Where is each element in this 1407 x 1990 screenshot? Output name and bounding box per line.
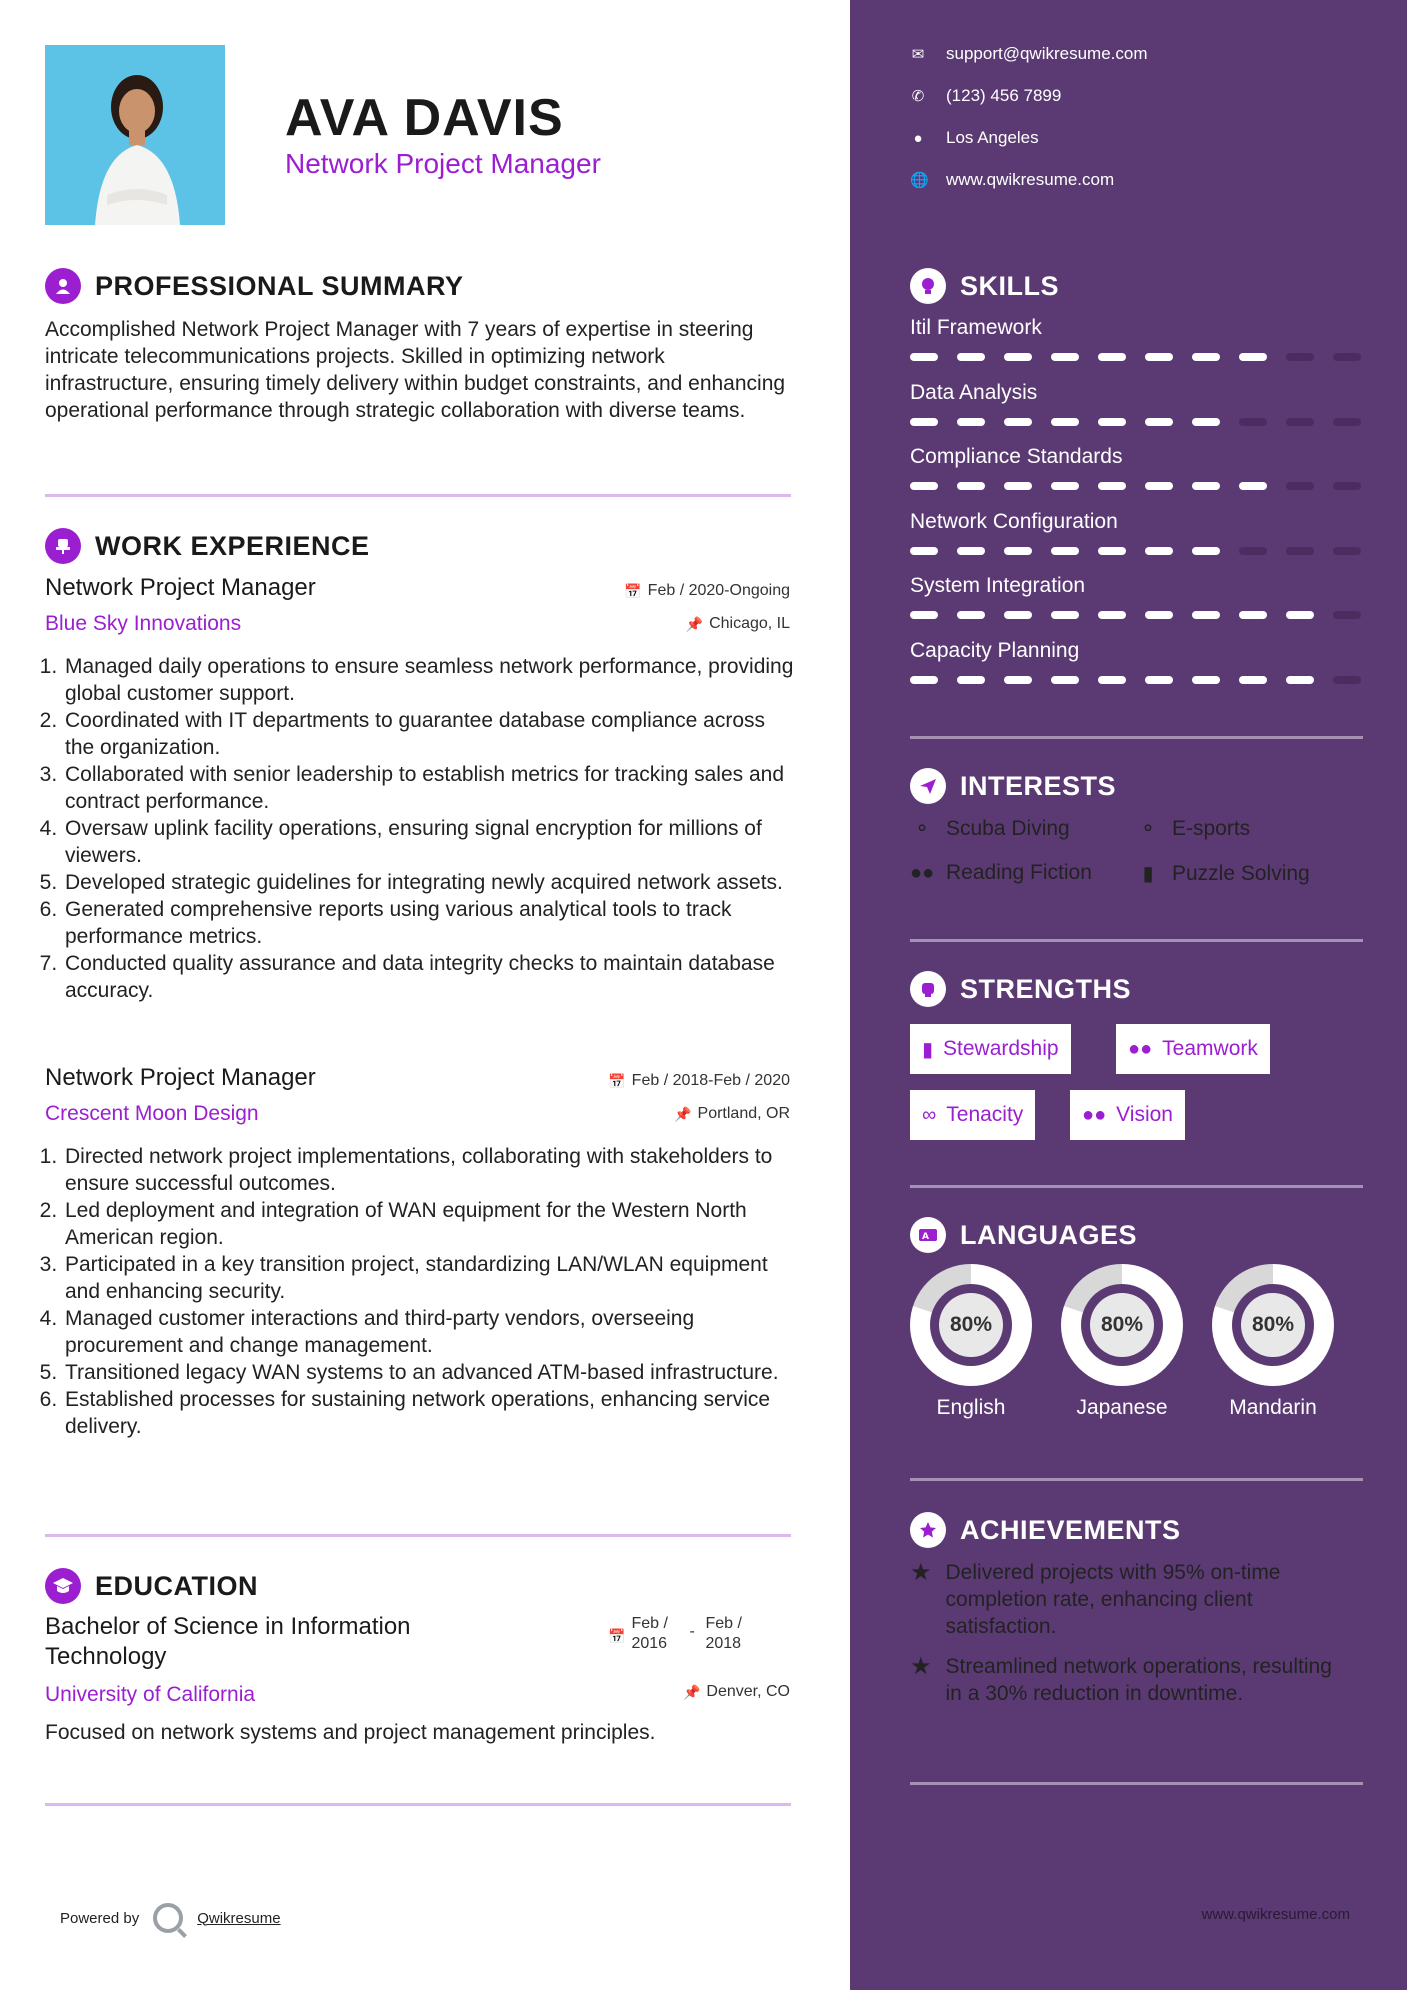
skill-level-segment	[1098, 418, 1126, 426]
candidate-name: AVA DAVIS	[285, 89, 564, 147]
skill-level-segment	[957, 547, 985, 555]
skill-level-segment	[1004, 482, 1032, 490]
skill-level-segment	[1192, 611, 1220, 619]
skill-level-segment	[1145, 353, 1173, 361]
location-text: Los Angeles	[946, 128, 1039, 147]
pin-icon: 📌	[682, 1683, 701, 1700]
strength-label: Stewardship	[943, 1037, 1059, 1060]
job-company: Crescent Moon Design	[45, 1102, 259, 1125]
experience-heading	[45, 528, 370, 564]
skill-level-segment	[1286, 482, 1314, 490]
education-location	[683, 1683, 790, 1701]
skill-level-segment	[1051, 611, 1079, 619]
skill-level-segment	[1333, 482, 1361, 490]
section-divider	[45, 1534, 791, 1537]
skill-level-segment	[1004, 418, 1032, 426]
skill-level-segment	[1098, 611, 1126, 619]
section-divider	[45, 494, 791, 497]
skill-level-bar	[910, 418, 1361, 426]
skill-level-segment	[910, 418, 938, 426]
skill-level-segment	[1192, 547, 1220, 555]
gamepad-icon: ●●	[910, 861, 935, 884]
skill-level-bar	[910, 547, 1361, 555]
qwikresume-logo-icon	[153, 1903, 183, 1933]
interest-item	[1136, 861, 1310, 886]
interest-label: Scuba Diving	[946, 816, 1070, 840]
job-date-text: Feb / 2018-Feb / 2020	[631, 1072, 790, 1089]
skill-level-segment	[1192, 676, 1220, 684]
job-location-text: Chicago, IL	[709, 615, 790, 632]
map-marker-icon: ●	[913, 129, 923, 147]
skill-level-segment	[1333, 676, 1361, 684]
job-date	[624, 582, 790, 600]
skill-level-segment	[1145, 482, 1173, 490]
duty-item: 6. Generated comprehensive reports using various analytical tools to track performance metrics.	[63, 896, 800, 950]
user-icon	[45, 268, 81, 304]
skill-level-segment	[1004, 611, 1032, 619]
globe-icon: 🌐	[910, 172, 929, 189]
binoculars-icon: ●●	[1082, 1103, 1107, 1126]
skill-level-segment	[1239, 353, 1267, 361]
skill-level-segment	[1286, 611, 1314, 619]
section-divider	[910, 939, 1363, 942]
achievement-text: Streamlined network operations, resulting in a 30% reduction in downtime.	[945, 1655, 1332, 1705]
achievements-heading	[910, 1512, 1181, 1548]
skill-level-segment	[957, 482, 985, 490]
skill-level-segment	[1051, 482, 1079, 490]
candidate-role: Network Project Manager	[285, 148, 601, 179]
language-progress-ring	[910, 1264, 1032, 1386]
svg-text:A: A	[922, 1232, 930, 1242]
briefcase-icon: ▮	[922, 1038, 934, 1061]
duty-item: 7. Conducted quality assurance and data integrity checks to maintain database accuracy.	[63, 950, 800, 1004]
duty-item: 5. Transitioned legacy WAN systems to an advanced ATM-based infrastructure.	[63, 1359, 800, 1386]
section-divider	[910, 736, 1363, 739]
skill-level-segment	[1004, 353, 1032, 361]
language-name: English	[936, 1396, 1006, 1419]
skill-level-segment	[1286, 547, 1314, 555]
skill-name: Itil Framework	[910, 316, 1042, 339]
website-text[interactable]: www.qwikresume.com	[946, 170, 1115, 189]
skill-level-segment	[1239, 418, 1267, 426]
skill-level-segment	[1051, 353, 1079, 361]
duty-item: 6. Established processes for sustaining network operations, enhancing service delivery.	[63, 1386, 800, 1440]
skill-level-segment	[1004, 676, 1032, 684]
contact-location	[910, 128, 1039, 148]
education-heading	[45, 1568, 258, 1604]
skill-level-segment	[1333, 353, 1361, 361]
paper-plane-icon	[910, 768, 946, 804]
interest-item	[910, 861, 1092, 885]
school-name: University of California	[45, 1683, 256, 1706]
job-duties	[45, 1143, 800, 1440]
envelope-icon: ✉	[911, 46, 925, 63]
strength-badge	[910, 1024, 1071, 1074]
duty-item: 4. Oversaw uplink facility operations, ensuring signal encryption for millions of viewers.	[63, 815, 800, 869]
phone-text: (123) 456 7899	[946, 86, 1062, 105]
job-title: Network Project Manager	[45, 1064, 316, 1091]
skill-level-bar	[910, 353, 1361, 361]
section-divider	[45, 1803, 791, 1806]
skill-level-segment	[1098, 353, 1126, 361]
duty-item: 5. Developed strategic guidelines for integrating newly acquired network assets.	[63, 869, 800, 896]
skill-level-segment	[1333, 418, 1361, 426]
contact-phone	[910, 86, 1061, 106]
lightbulb-icon	[910, 268, 946, 304]
strength-label: Tenacity	[946, 1103, 1024, 1126]
summary-text: Accomplished Network Project Manager with 7 years of expertise in steering intricate telecommunications projects. Skilled in optimizing network infrastructure, ensuring timely delivery within budget constraints, and enhancing operational performance through strategic collaboration with diverse teams.	[45, 318, 786, 422]
skills-heading	[910, 268, 1059, 304]
skill-name: Compliance Standards	[910, 445, 1123, 468]
degree-title: Bachelor of Science in Information Technology	[45, 1613, 411, 1670]
education-date-start: Feb / 2016	[631, 1615, 668, 1652]
strength-badge	[1116, 1024, 1270, 1074]
skill-name: Data Analysis	[910, 380, 1038, 404]
strength-label: Teamwork	[1162, 1037, 1258, 1060]
skill-level-bar	[910, 482, 1361, 490]
skill-level-segment	[1192, 482, 1220, 490]
skill-level-segment	[957, 611, 985, 619]
contact-email	[910, 44, 1148, 64]
job-duties	[45, 653, 800, 1004]
interests-title: INTERESTS	[960, 770, 1117, 801]
education-title: EDUCATION	[95, 1570, 258, 1601]
interest-item	[910, 816, 1070, 841]
section-divider	[910, 1185, 1363, 1188]
achievement-item	[910, 1653, 1350, 1707]
achievement-text: Delivered projects with 95% on-time completion rate, enhancing client satisfaction.	[945, 1561, 1281, 1638]
interests-heading	[910, 768, 1116, 804]
skill-level-segment	[1098, 547, 1126, 555]
strength-badge	[910, 1090, 1035, 1140]
job-location	[686, 615, 790, 633]
strengths-title: STRENGTHS	[960, 973, 1132, 1004]
calendar-icon: 📅	[608, 1072, 626, 1089]
skill-level-segment	[1239, 611, 1267, 619]
duty-item: 1. Directed network project implementations, collaborating with stakeholders to ensure successful outcomes.	[63, 1143, 800, 1197]
skill-level-segment	[1286, 418, 1314, 426]
language-progress-ring	[1212, 1264, 1334, 1386]
languages-title: LANGUAGES	[960, 1219, 1138, 1250]
skill-level-segment	[1004, 547, 1032, 555]
skill-level-segment	[1145, 611, 1173, 619]
pin-icon: 📌	[674, 1105, 692, 1122]
interest-label: E-sports	[1172, 816, 1251, 840]
lifebuoy-icon: ⚬	[1139, 818, 1157, 840]
language-progress-ring	[1061, 1264, 1183, 1386]
shooting-star-icon: ★	[910, 1559, 932, 1586]
language-item	[1212, 1264, 1334, 1420]
skill-level-segment	[957, 353, 985, 361]
interest-label: Reading Fiction	[946, 861, 1092, 884]
briefcase-chair-icon	[45, 528, 81, 564]
duty-item: 3. Collaborated with senior leadership to establish metrics for tracking sales and contract performance.	[63, 761, 800, 815]
email-text[interactable]: support@qwikresume.com	[946, 44, 1148, 63]
language-percent: 80%	[1090, 1293, 1154, 1357]
skill-level-segment	[1286, 676, 1314, 684]
skill-level-bar	[910, 611, 1361, 619]
skill-level-segment	[1239, 676, 1267, 684]
job-date-text: Feb / 2020-Ongoing	[647, 582, 790, 599]
duty-item: 2. Coordinated with IT departments to guarantee database compliance across the organization.	[63, 707, 800, 761]
skill-level-segment	[1051, 547, 1079, 555]
duty-item: 2. Led deployment and integration of WAN equipment for the Western North American region.	[63, 1197, 800, 1251]
job-date	[608, 1072, 790, 1090]
book-icon: ▮	[1142, 863, 1154, 885]
skill-level-segment	[1051, 676, 1079, 684]
job-location-text: Portland, OR	[697, 1105, 790, 1122]
achievements-title: ACHIEVEMENTS	[960, 1514, 1181, 1545]
footer-website[interactable]: www.qwikresume.com	[1201, 1906, 1350, 1923]
skill-level-segment	[1051, 418, 1079, 426]
calendar-icon: 📅	[608, 1628, 626, 1644]
skill-level-segment	[957, 418, 985, 426]
skill-level-bar	[910, 676, 1361, 684]
strength-label: Vision	[1116, 1103, 1173, 1126]
language-name: Japanese	[1076, 1396, 1168, 1419]
phone-icon: ✆	[911, 88, 925, 105]
language-item	[1061, 1264, 1183, 1420]
skill-level-segment	[1145, 418, 1173, 426]
strengths-heading	[910, 971, 1131, 1007]
languages-heading	[910, 1217, 1137, 1253]
powered-by-text: Powered by	[60, 1909, 140, 1927]
summary-title: PROFESSIONAL SUMMARY	[95, 270, 464, 301]
pin-icon: 📌	[685, 615, 704, 632]
skill-level-segment	[1192, 418, 1220, 426]
lifebuoy-icon: ⚬	[913, 818, 931, 840]
skill-level-segment	[910, 676, 938, 684]
interest-label: Puzzle Solving	[1172, 861, 1310, 885]
skills-title: SKILLS	[960, 270, 1060, 301]
education-date	[608, 1614, 757, 1654]
skill-level-segment	[1098, 676, 1126, 684]
education-date-end: Feb / 2018	[705, 1615, 742, 1652]
brand-link[interactable]: Qwikresume	[197, 1909, 281, 1927]
summary-heading	[45, 268, 464, 304]
job-location	[674, 1105, 790, 1123]
skill-level-segment	[1192, 353, 1220, 361]
interest-item	[1136, 816, 1250, 841]
link-icon: ∞	[922, 1103, 937, 1126]
strength-badge	[1070, 1090, 1185, 1140]
job-company: Blue Sky Innovations	[45, 612, 242, 635]
users-icon: ●●	[1128, 1037, 1153, 1060]
star-badge-icon	[910, 1512, 946, 1548]
language-name: Mandarin	[1229, 1396, 1317, 1419]
skill-level-segment	[957, 676, 985, 684]
language-item	[910, 1264, 1032, 1420]
footer-powered-by	[60, 1903, 281, 1933]
section-divider	[910, 1782, 1363, 1785]
skill-level-segment	[1145, 547, 1173, 555]
education-location-text: Denver, CO	[706, 1683, 790, 1700]
skill-name: Network Configuration	[910, 509, 1118, 533]
skill-level-segment	[1239, 482, 1267, 490]
shooting-star-icon: ★	[910, 1653, 932, 1680]
skill-level-segment	[910, 482, 938, 490]
skill-level-segment	[910, 353, 938, 361]
skill-level-segment	[910, 611, 938, 619]
translate-icon	[910, 1217, 946, 1253]
section-divider	[910, 1478, 1363, 1481]
language-percent: 80%	[939, 1293, 1003, 1357]
experience-title: WORK EXPERIENCE	[95, 530, 370, 561]
language-percent: 80%	[1241, 1293, 1305, 1357]
job-title: Network Project Manager	[45, 574, 316, 601]
duty-item: 4. Managed customer interactions and third-party vendors, overseeing procurement and change management.	[63, 1305, 800, 1359]
graduation-cap-icon	[45, 1568, 81, 1604]
education-description: Focused on network systems and project management principles.	[45, 1721, 656, 1744]
profile-photo	[45, 45, 225, 225]
skill-name: System Integration	[910, 574, 1086, 597]
skill-level-segment	[1333, 611, 1361, 619]
fist-icon	[910, 971, 946, 1007]
skill-level-segment	[1145, 676, 1173, 684]
duty-item: 1. Managed daily operations to ensure seamless network performance, providing global customer support.	[63, 653, 800, 707]
skill-level-segment	[1098, 482, 1126, 490]
skill-name: Capacity Planning	[910, 638, 1080, 662]
education-date-separator: -	[689, 1623, 695, 1640]
duty-item: 3. Participated in a key transition project, standardizing LAN/WLAN equipment and enhancing security.	[63, 1251, 800, 1305]
skill-level-segment	[1239, 547, 1267, 555]
calendar-icon: 📅	[624, 582, 642, 599]
skill-level-segment	[1333, 547, 1361, 555]
contact-website	[910, 170, 1114, 190]
skill-level-segment	[1286, 353, 1314, 361]
skill-level-segment	[910, 547, 938, 555]
achievement-item	[910, 1559, 1350, 1640]
